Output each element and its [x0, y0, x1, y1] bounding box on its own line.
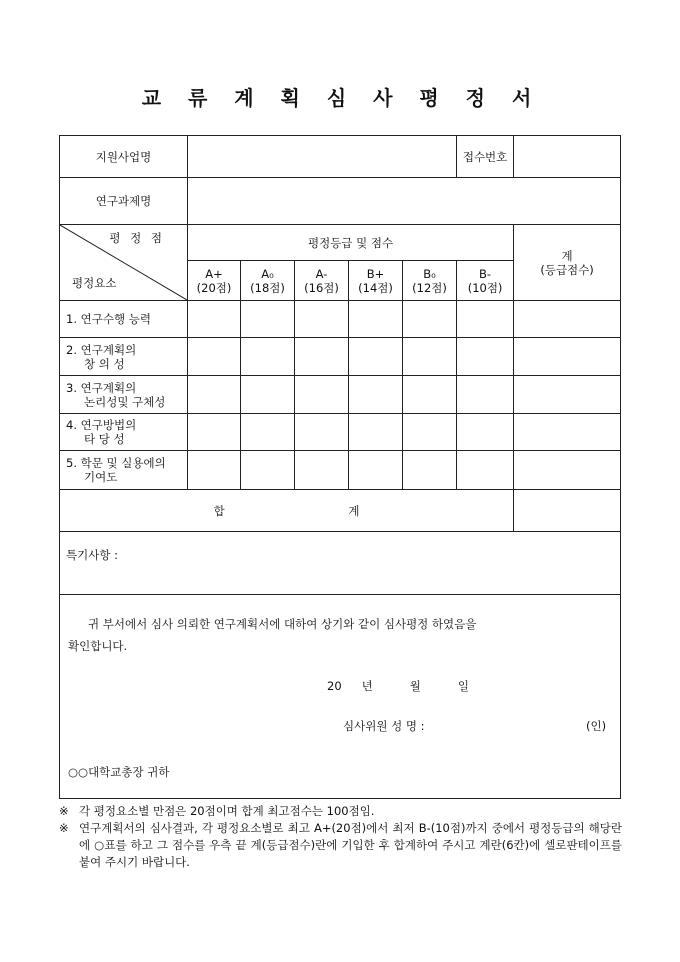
grade-points: (16점): [304, 280, 339, 295]
footnote-text: 연구계획서의 심사결과, 각 평정요소별로 최고 A+(20점)에서 최저 B-(10점)까지 중에서 평정등급의 해당란에 ○표를 하고 그 점수를 우측 끝 계(등급점수)란에 기입한 후 합계하여 주시고 계란(6칸)에 셀로판테이프를 붙여 주시기 바랍니다.: [79, 821, 622, 869]
grade-label-cell: [403, 261, 457, 301]
grade-mark-cell[interactable]: [295, 414, 349, 451]
grade-mark-cell[interactable]: [403, 301, 457, 338]
grade-label-cell: [457, 261, 514, 301]
grade-points: (12점): [412, 280, 447, 295]
sum-label-b: 계: [348, 503, 360, 518]
total-header-sub: (등급점수): [540, 262, 594, 277]
criterion-label: [60, 338, 188, 376]
grade-mark-cell[interactable]: [241, 301, 295, 338]
grade-mark-cell[interactable]: [349, 301, 403, 338]
seal-mark: (인): [585, 719, 607, 733]
criterion-row: [60, 376, 621, 414]
criterion-label: [60, 301, 188, 338]
criterion-line1: 1. 연구수행 능력: [66, 312, 151, 326]
grade-mark-cell[interactable]: [241, 338, 295, 376]
remarks-row: [60, 532, 621, 595]
footnote-mark: ※: [59, 804, 69, 818]
grade-mark-cell[interactable]: [403, 451, 457, 490]
grade-label-cell: [295, 261, 349, 301]
footnote-mark: ※: [59, 821, 69, 835]
receipt-number-label: 접수번호: [457, 136, 514, 178]
grade-points: (18점): [250, 280, 285, 295]
diagonal-header-cell: [60, 225, 188, 301]
research-row: [60, 178, 621, 225]
grade-mark-cell[interactable]: [349, 414, 403, 451]
confirmation-row: [60, 595, 621, 799]
criterion-label: [60, 414, 188, 451]
criterion-line2: 기여도: [84, 470, 118, 484]
criterion-line2: 논리성및 구체성: [84, 394, 166, 409]
grade-mark-cell[interactable]: [188, 376, 241, 414]
grade-mark-cell[interactable]: [241, 376, 295, 414]
criterion-row: [60, 301, 621, 338]
footnote-text: 각 평정요소별 만점은 20점이며 합계 최고점수는 100점임.: [79, 804, 375, 818]
research-title-label: 연구과제명: [60, 178, 188, 225]
document-title: 교 류 계 획 심 사 평 정 서: [141, 86, 539, 110]
grade-letter: B₀: [423, 266, 436, 281]
grade-points: (14점): [358, 280, 393, 295]
day-unit: 일: [457, 679, 469, 693]
criterion-row: [60, 338, 621, 376]
total-header-title: 계: [561, 248, 573, 263]
sum-value-cell[interactable]: [514, 490, 621, 532]
sum-label-cell: [60, 490, 514, 532]
grade-mark-cell[interactable]: [241, 451, 295, 490]
grade-mark-cell[interactable]: [295, 338, 349, 376]
grade-points: (10점): [467, 280, 503, 295]
criterion-line2: 창 의 성: [84, 356, 125, 371]
reviewer-signature-label: 심사위원 성 명 :: [343, 719, 425, 733]
footnotes: [59, 803, 622, 871]
addressee: ○○대학교총장 귀하: [68, 765, 170, 779]
criterion-row: [60, 451, 621, 490]
research-title-field[interactable]: [188, 178, 621, 225]
criteria-header-label: 평정요소: [72, 276, 117, 290]
project-name-field[interactable]: [188, 136, 457, 178]
grade-mark-cell[interactable]: [295, 451, 349, 490]
remarks-label: 특기사항 :: [66, 548, 118, 562]
total-header: [514, 225, 621, 301]
grade-points-header: 평정등급 및 점수: [188, 225, 514, 261]
confirmation-text-line2: 확인합니다.: [68, 639, 128, 653]
criterion-line1: 4. 연구방법의: [66, 418, 137, 432]
criterion-score-cell[interactable]: [514, 338, 621, 376]
grade-mark-cell[interactable]: [188, 414, 241, 451]
year-unit: 년: [361, 679, 373, 693]
criterion-line1: 5. 학문 및 실용에의: [66, 456, 166, 470]
grade-mark-cell[interactable]: [349, 338, 403, 376]
grade-mark-cell[interactable]: [457, 338, 514, 376]
grade-points: (20점): [196, 280, 232, 295]
receipt-number-field[interactable]: [514, 136, 621, 178]
grade-letter: A+: [205, 266, 223, 281]
criterion-label: [60, 376, 188, 414]
year-prefix: 20: [327, 679, 342, 693]
month-unit: 월: [409, 679, 421, 693]
grade-mark-cell[interactable]: [295, 376, 349, 414]
criterion-score-cell[interactable]: [514, 301, 621, 338]
grade-mark-cell[interactable]: [188, 451, 241, 490]
project-row: [60, 136, 621, 178]
grade-mark-cell[interactable]: [241, 414, 295, 451]
criterion-score-cell[interactable]: [514, 414, 621, 451]
grade-label-cell: [241, 261, 295, 301]
sum-label-a: 합: [213, 503, 225, 518]
grade-mark-cell[interactable]: [457, 451, 514, 490]
grade-header-row: [60, 225, 621, 261]
grade-label-cell: [349, 261, 403, 301]
grade-letter: B+: [366, 266, 385, 281]
score-header-label: 평 정 점: [109, 231, 165, 245]
grade-mark-cell[interactable]: [457, 414, 514, 451]
grade-mark-cell[interactable]: [188, 301, 241, 338]
remarks-cell[interactable]: [60, 532, 621, 595]
project-name-label: 지원사업명: [60, 136, 188, 178]
date-line[interactable]: [327, 679, 469, 693]
criterion-line1: 3. 연구계획의: [66, 380, 137, 395]
confirmation-cell: [60, 595, 621, 799]
criterion-line1: 2. 연구계획의: [66, 342, 137, 357]
grade-label-cell: [188, 261, 241, 301]
grade-letter: A₀: [261, 266, 274, 281]
criterion-label: [60, 451, 188, 490]
confirmation-text-line1: 귀 부서에서 심사 의뢰한 연구계획서에 대하여 상기와 같이 심사평정 하였음을: [88, 617, 477, 631]
grade-mark-cell[interactable]: [403, 376, 457, 414]
grade-mark-cell[interactable]: [349, 451, 403, 490]
grade-mark-cell[interactable]: [403, 338, 457, 376]
grade-letter: B-: [479, 266, 492, 281]
criterion-row: [60, 414, 621, 451]
grade-letter: A-: [315, 266, 328, 281]
footnote-1: [59, 803, 622, 820]
grade-mark-cell[interactable]: [457, 376, 514, 414]
grade-mark-cell[interactable]: [457, 301, 514, 338]
footnote-2: [59, 820, 622, 871]
criterion-score-cell[interactable]: [514, 376, 621, 414]
grade-mark-cell[interactable]: [295, 301, 349, 338]
grade-mark-cell[interactable]: [188, 338, 241, 376]
criterion-score-cell[interactable]: [514, 451, 621, 490]
sum-row: [60, 490, 621, 532]
evaluation-form-table: [59, 135, 621, 799]
criterion-line2: 타 당 성: [84, 432, 125, 446]
grade-mark-cell[interactable]: [403, 414, 457, 451]
grade-mark-cell[interactable]: [349, 376, 403, 414]
